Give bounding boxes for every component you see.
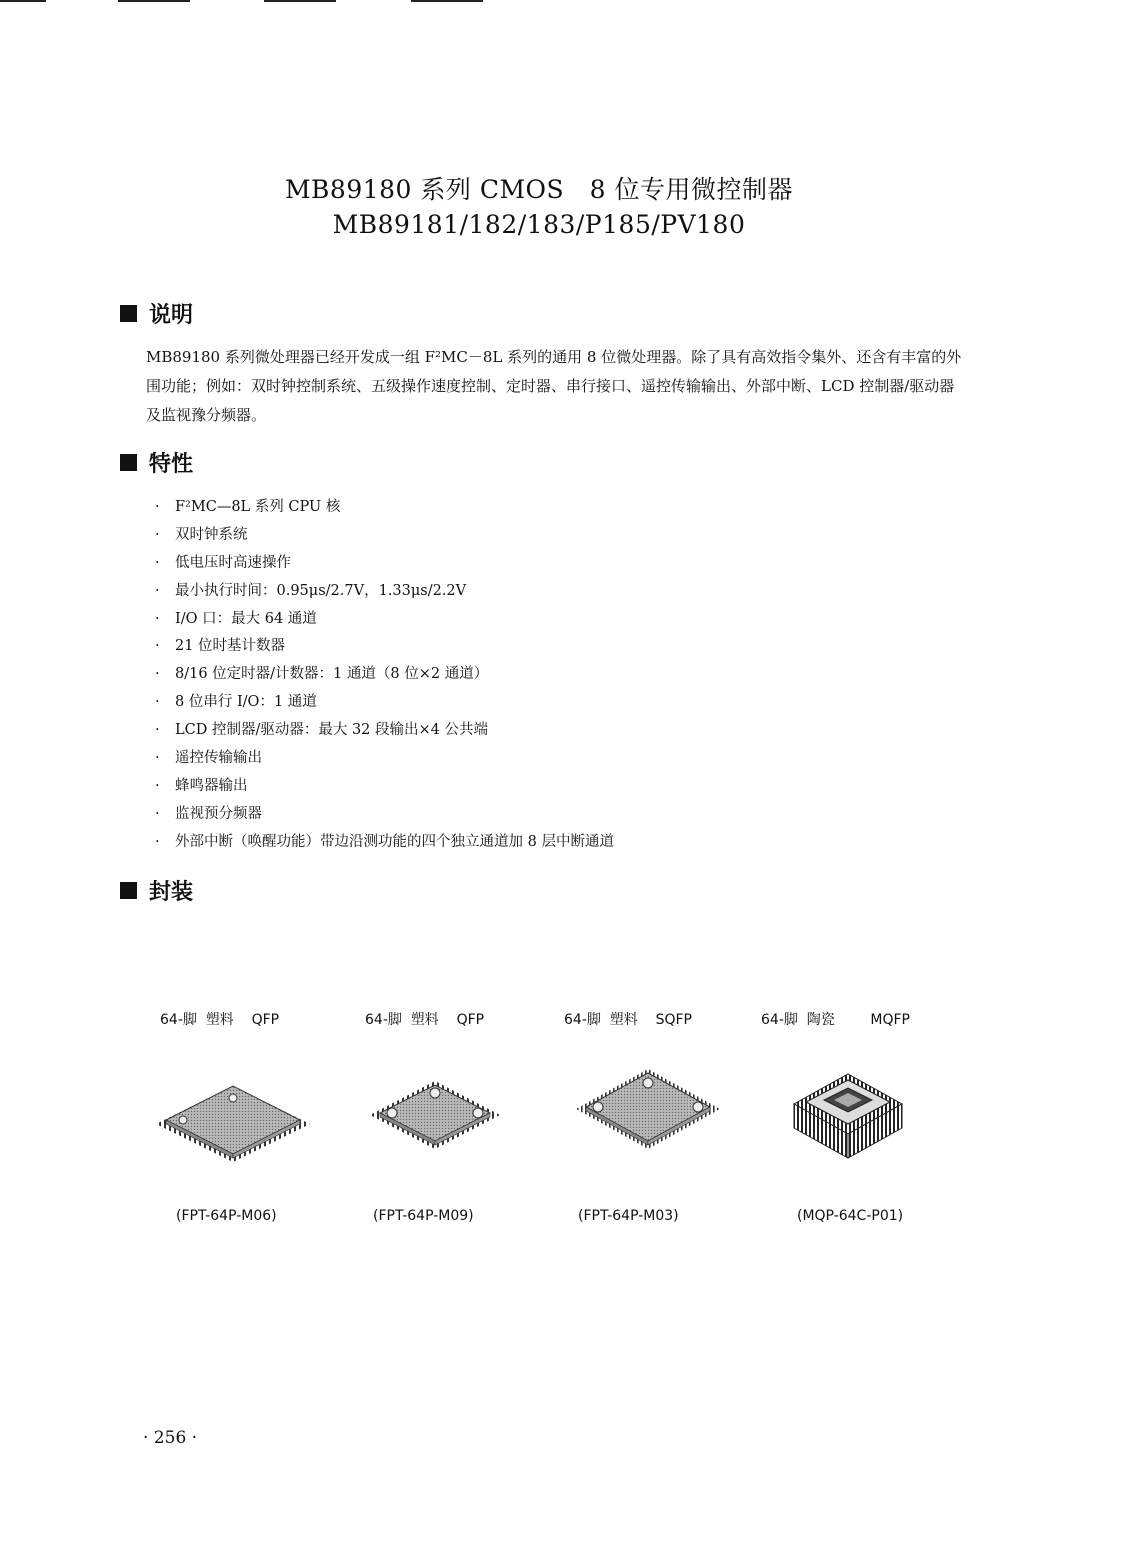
bullet-icon: · [155,694,160,711]
list-item [155,550,614,578]
feature-text: I/O 口：最大 64 通道 [175,610,317,627]
package-label: 64-脚 塑料 QFP [365,1012,485,1028]
section-heading-text: 特性 [149,452,194,477]
top-rule [0,0,46,2]
feature-text: 低电压时高速操作 [175,554,291,571]
list-item [155,829,614,857]
page-number: · 256 · [143,1428,198,1448]
package-code: (FPT-64P-M06) [176,1208,277,1224]
section-heading-text: 封装 [149,880,194,905]
description-paragraph: MB89180 系列微处理器已经开发成一组 F²MC－8L 系列的通用 8 位微处理器。除了具有高效指令集外、还含有丰富的外围功能；例如：双时钟控制系统、五级操作速度控制、定时器、串行接口、遥控传输输出、外部中断、LCD 控制器/驱动器及监视豫分频器。 [146,348,962,424]
bullet-icon: · [155,777,160,794]
list-item [155,578,614,606]
top-rule [118,0,190,2]
list-item [155,773,614,801]
feature-text: 21 位时基计数器 [175,638,286,655]
feature-text: 监视预分频器 [175,805,262,822]
feature-text: 蜂鸣器输出 [175,777,248,794]
bullet-icon: · [155,582,160,599]
feature-text: 双时钟系统 [175,526,248,543]
feature-text: 外部中断（唤醒功能）带边沿测功能的四个独立通道加 8 层中断通道 [175,833,614,850]
feature-text: LCD 控制器/驱动器：最大 32 段输出×4 公共端 [175,722,488,739]
title-line-2: MB89181/182/183/P185/PV180 [332,210,746,239]
package-code: (MQP-64C-P01) [797,1208,904,1224]
feature-text: 最小执行时间：0.95μs/2.7V，1.33μs/2.2V [175,582,467,599]
feature-text: 8/16 位定时器/计数器：1 通道（8 位×2 通道） [175,666,489,683]
section-features-heading [120,447,193,478]
mqfp-ceramic-chip-icon [788,1058,908,1162]
feature-list [155,494,614,857]
bullet-icon: · [155,722,160,739]
section-packages-heading [120,875,193,906]
list-item [155,661,614,689]
feature-text: 8 位串行 I/O：1 通道 [175,694,317,711]
feature-text: 遥控传输输出 [175,750,262,767]
square-bullet-icon [120,454,137,471]
package-code: (FPT-64P-M03) [578,1208,679,1224]
bullet-icon: · [155,610,160,627]
square-bullet-icon [120,305,137,322]
bullet-icon: · [155,750,160,767]
section-description-heading [120,298,193,329]
bullet-icon: · [155,554,160,571]
bullet-icon: · [155,833,160,850]
qfp-chip-icon [148,1062,318,1172]
square-bullet-icon [120,882,137,899]
feature-text: F²MC—8L 系列 CPU 核 [175,499,341,515]
bullet-icon: · [155,526,160,543]
package-label: 64-脚 陶瓷 MQFP [761,1012,910,1028]
list-item [155,717,614,745]
list-item [155,494,614,522]
package-code: (FPT-64P-M09) [373,1208,474,1224]
list-item [155,745,614,773]
bullet-icon: · [155,499,160,515]
list-item [155,633,614,661]
title-line-1: MB89180 系列 CMOS 8 位专用微控制器 [284,175,794,204]
top-rule [411,0,483,2]
list-item [155,522,614,550]
qfp-chip-icon [366,1073,504,1155]
list-item [155,606,614,634]
top-rule [264,0,336,2]
list-item [155,689,614,717]
package-label: 64-脚 塑料 SQFP [564,1012,692,1028]
sqfp-chip-icon [572,1057,724,1157]
bullet-icon: · [155,666,160,683]
bullet-icon: · [155,805,160,822]
section-heading-text: 说明 [149,303,194,328]
bullet-icon: · [155,638,160,655]
list-item [155,801,614,829]
package-label: 64-脚 塑料 QFP [160,1012,280,1028]
